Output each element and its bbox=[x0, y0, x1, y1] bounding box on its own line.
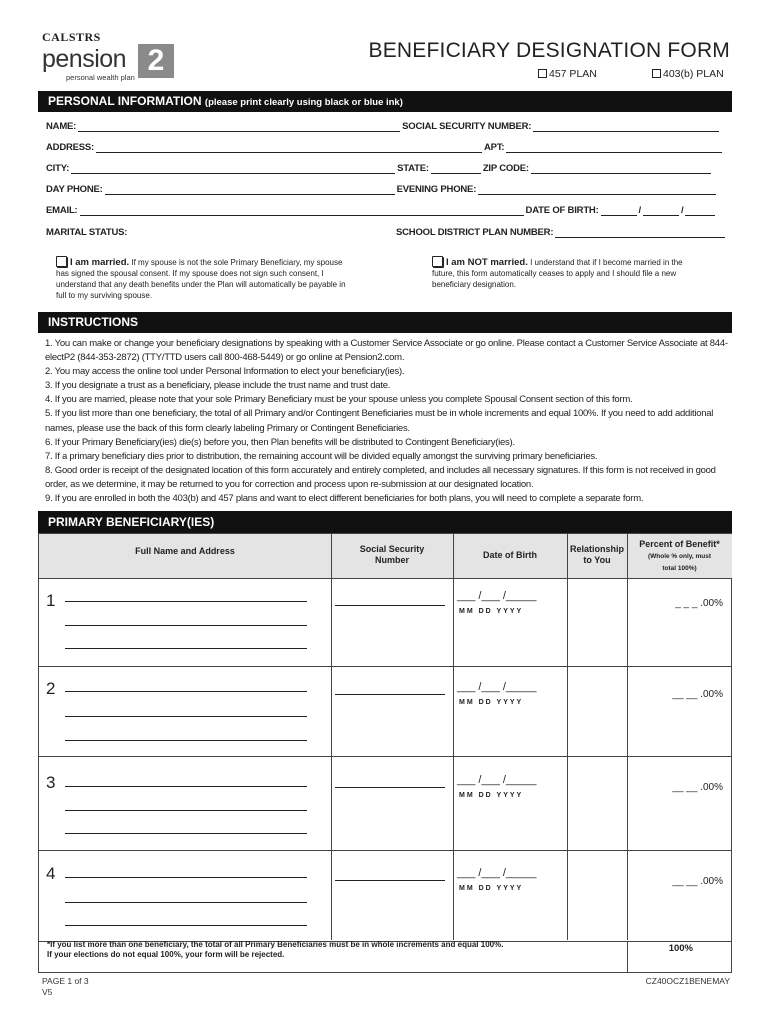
page-label: PAGE 1 of 3 bbox=[42, 976, 89, 986]
dob-label: DATE OF BIRTH: bbox=[525, 205, 599, 216]
name-line[interactable] bbox=[65, 601, 307, 602]
version-label: V5 bbox=[42, 987, 53, 997]
col-rel-line2: to You bbox=[583, 555, 611, 565]
col-percent-header bbox=[627, 539, 732, 574]
pension-logo: pension bbox=[42, 45, 127, 73]
not-married-title: I am NOT married. bbox=[446, 257, 528, 268]
plan-403b-option[interactable] bbox=[652, 68, 724, 80]
address-line[interactable] bbox=[65, 810, 307, 811]
email-label: EMAIL: bbox=[46, 205, 78, 216]
divider bbox=[453, 534, 454, 940]
divider bbox=[567, 534, 568, 940]
instructions-header bbox=[38, 312, 732, 333]
name-line[interactable] bbox=[65, 877, 307, 878]
dob-format: MM DD YYYY bbox=[459, 885, 524, 892]
col-ssn-line1: Social Security bbox=[359, 544, 425, 554]
total-percent: 100% bbox=[668, 943, 693, 954]
district-row bbox=[396, 227, 727, 238]
form-code: CZ40OCZ1BENEMAY bbox=[645, 976, 730, 986]
dob-month-field[interactable] bbox=[601, 206, 637, 216]
married-text: If my spouse is not the sole Primary Beneficiary, my spouse has signed the spousal consent. If my spouse does not sign such consent, I understand that any death benefits under the Plan will automatically be payable in full to my surviving spouse. bbox=[56, 258, 346, 300]
percent-field[interactable]: __ __ .00% bbox=[672, 782, 723, 793]
dob-year-field[interactable] bbox=[685, 206, 715, 216]
col-ssn-header bbox=[331, 544, 453, 566]
section-note: (please print clearly using black or blue ink) bbox=[204, 97, 403, 108]
instruction-item: 4. If you are married, please note that your sole Primary Beneficiary must be your spouse unless you complete Spousal Consent section of this form. bbox=[45, 394, 633, 406]
percent-field[interactable]: _ _ _ .00% bbox=[675, 598, 723, 609]
dob-day-field[interactable] bbox=[643, 206, 679, 216]
instruction-item: 8. Good order is receipt of the designated location of this form accurately and entirely completed, and includes all necessary signatures. If this form is not received in good order, as we determine, it may be returned to you for correction and process upon re-submission at our designated location. bbox=[45, 464, 716, 490]
instruction-item: 9. If you are enrolled in both the 403(b) and 457 plans and want to elect different beneficiaries for both plans, you will need to complete a separate form. bbox=[45, 493, 644, 505]
instruction-item: 2. You may access the online tool under Personal Information to elect your beneficiary(ies). bbox=[45, 366, 405, 378]
ssn-line[interactable] bbox=[335, 694, 445, 695]
col-pct-line2: (Whole % only, must bbox=[647, 553, 712, 560]
instruction-item: 1. You can make or change your beneficiary designations by speaking with a Customer Service Associate or go online. Please contact a Customer Service Associate at 844-electP2 (844-353-2872) (TTY/TTD users call 800-468-5449) or go online at Pension2.com. bbox=[45, 338, 728, 364]
divider bbox=[331, 534, 332, 940]
percent-field[interactable]: __ __ .00% bbox=[672, 689, 723, 700]
state-field[interactable] bbox=[431, 164, 481, 174]
address-line[interactable] bbox=[65, 833, 307, 834]
address-line[interactable] bbox=[65, 902, 307, 903]
name-line[interactable] bbox=[65, 691, 307, 692]
ssn-label: SOCIAL SECURITY NUMBER: bbox=[402, 121, 532, 132]
divider bbox=[627, 534, 628, 940]
plan-457-label: 457 PLAN bbox=[549, 68, 597, 80]
zip-field[interactable] bbox=[531, 164, 711, 174]
percent-field[interactable]: __ __ .00% bbox=[672, 876, 723, 887]
dob-format: MM DD YYYY bbox=[459, 792, 524, 799]
evening-phone-label: EVENING PHONE: bbox=[396, 184, 477, 195]
city-field[interactable] bbox=[71, 164, 395, 174]
not-married-text: I understand that if I become married in the future, this form automatically ceases to apply and I should file a new beneficiary designation. bbox=[432, 258, 683, 289]
email-row: EMAIL: DATE OF BIRTH: / / bbox=[46, 205, 717, 216]
phone-row bbox=[46, 184, 718, 195]
row-number: 3 bbox=[46, 773, 56, 792]
address-line[interactable] bbox=[65, 625, 307, 626]
col-name-header: Full Name and Address bbox=[135, 546, 235, 556]
zip-label: ZIP CODE: bbox=[482, 163, 529, 174]
section-title: INSTRUCTIONS bbox=[48, 315, 138, 329]
footnote-line1: *If you list more than one beneficiary, the total of all Primary Beneficiaries must be in whole increments and equal 100%. bbox=[47, 940, 504, 949]
section-title: PRIMARY BENEFICIARY(IES) bbox=[48, 515, 215, 529]
apt-field[interactable] bbox=[506, 143, 722, 153]
primary-beneficiary-header bbox=[38, 511, 732, 533]
dob-format: MM DD YYYY bbox=[459, 699, 524, 706]
percent-footnote bbox=[47, 940, 503, 960]
page-number bbox=[42, 976, 89, 998]
city-label: CITY: bbox=[46, 163, 70, 174]
checkbox-icon[interactable] bbox=[538, 69, 547, 78]
personal-info-header bbox=[38, 91, 732, 112]
plan-457-option[interactable] bbox=[538, 68, 597, 80]
plan-403b-label: 403(b) PLAN bbox=[663, 68, 724, 80]
dob-field[interactable]: ___ /___ /_____ bbox=[457, 681, 537, 693]
married-title: I am married. bbox=[70, 257, 130, 268]
address-line[interactable] bbox=[65, 740, 307, 741]
ssn-line[interactable] bbox=[335, 880, 445, 881]
address-line[interactable] bbox=[65, 648, 307, 649]
divider bbox=[39, 578, 731, 579]
day-phone-label: DAY PHONE: bbox=[46, 184, 103, 195]
married-option bbox=[56, 256, 356, 301]
footnote-line2: If your elections do not equal 100%, your form will be rejected. bbox=[47, 950, 285, 959]
evening-phone-field[interactable] bbox=[478, 185, 716, 195]
calstrs-logo: CALSTRS bbox=[42, 30, 101, 44]
dob-format: MM DD YYYY bbox=[459, 608, 524, 615]
name-label: NAME: bbox=[46, 121, 77, 132]
ssn-line[interactable] bbox=[335, 787, 445, 788]
dob-field[interactable]: ___ /___ /_____ bbox=[457, 867, 537, 879]
logo-tagline: personal wealth plan bbox=[66, 73, 135, 82]
divider bbox=[39, 850, 731, 851]
row-number: 2 bbox=[46, 679, 56, 698]
col-rel-line1: Relationship bbox=[569, 544, 624, 554]
name-row bbox=[46, 121, 721, 132]
apt-label: APT: bbox=[484, 142, 505, 153]
row-number: 4 bbox=[46, 864, 56, 883]
instruction-item: 7. If a primary beneficiary dies prior to distribution, the remaining account will be divided equally amongst the surviving primary beneficiaries. bbox=[45, 450, 598, 462]
col-pct-line3: total 100%) bbox=[662, 565, 697, 572]
state-label: STATE: bbox=[397, 163, 429, 174]
married-checkbox[interactable] bbox=[56, 256, 67, 267]
address-line[interactable] bbox=[65, 716, 307, 717]
address-line[interactable] bbox=[65, 925, 307, 926]
col-ssn-line2: Number bbox=[374, 555, 409, 565]
address-label: ADDRESS: bbox=[46, 142, 95, 153]
form-title: BENEFICIARY DESIGNATION FORM bbox=[368, 39, 730, 62]
email-field[interactable] bbox=[80, 206, 524, 216]
address-row bbox=[46, 142, 724, 153]
instruction-item: 6. If your Primary Beneficiary(ies) die(s) before you, then Plan benefits will be distributed to Contingent Beneficiary(ies). bbox=[45, 436, 515, 448]
day-phone-field[interactable] bbox=[105, 185, 395, 195]
divider bbox=[39, 756, 731, 757]
dob-field[interactable]: ___ /___ /_____ bbox=[457, 590, 537, 602]
divider bbox=[39, 666, 731, 667]
address-field[interactable] bbox=[96, 143, 482, 153]
instructions-list bbox=[45, 337, 729, 506]
instruction-item: 5. If you list more than one beneficiary, the total of all Primary and/or Contingent Beneficiaries must be in whole increments and equal 100%. If you need to add additional names, please use the back of this form clearly labeling Primary or Contingent Beneficiaries. bbox=[45, 408, 714, 434]
pension-logo-number: 2 bbox=[138, 44, 174, 78]
checkbox-icon[interactable] bbox=[652, 69, 661, 78]
section-title: PERSONAL INFORMATION bbox=[48, 94, 202, 108]
instruction-item: 3. If you designate a trust as a beneficiary, please include the trust name and trust date. bbox=[45, 380, 391, 392]
ssn-field[interactable] bbox=[533, 122, 719, 132]
marital-status-label: MARITAL STATUS: bbox=[46, 227, 128, 238]
col-dob-header: Date of Birth bbox=[483, 550, 537, 560]
city-row bbox=[46, 163, 713, 174]
divider bbox=[627, 941, 628, 972]
not-married-option bbox=[432, 256, 702, 290]
col-relationship-header bbox=[567, 544, 627, 566]
primary-beneficiary-table bbox=[38, 533, 732, 973]
dob-field[interactable]: ___ /___ /_____ bbox=[457, 774, 537, 786]
district-field[interactable] bbox=[555, 228, 725, 238]
name-field[interactable] bbox=[78, 122, 400, 132]
ssn-line[interactable] bbox=[335, 605, 445, 606]
col-pct-line1: Percent of Benefit* bbox=[639, 539, 720, 549]
district-label: SCHOOL DISTRICT PLAN NUMBER: bbox=[396, 227, 554, 238]
name-line[interactable] bbox=[65, 786, 307, 787]
not-married-checkbox[interactable] bbox=[432, 256, 443, 267]
marital-label-row bbox=[46, 227, 127, 238]
row-number: 1 bbox=[46, 591, 56, 610]
